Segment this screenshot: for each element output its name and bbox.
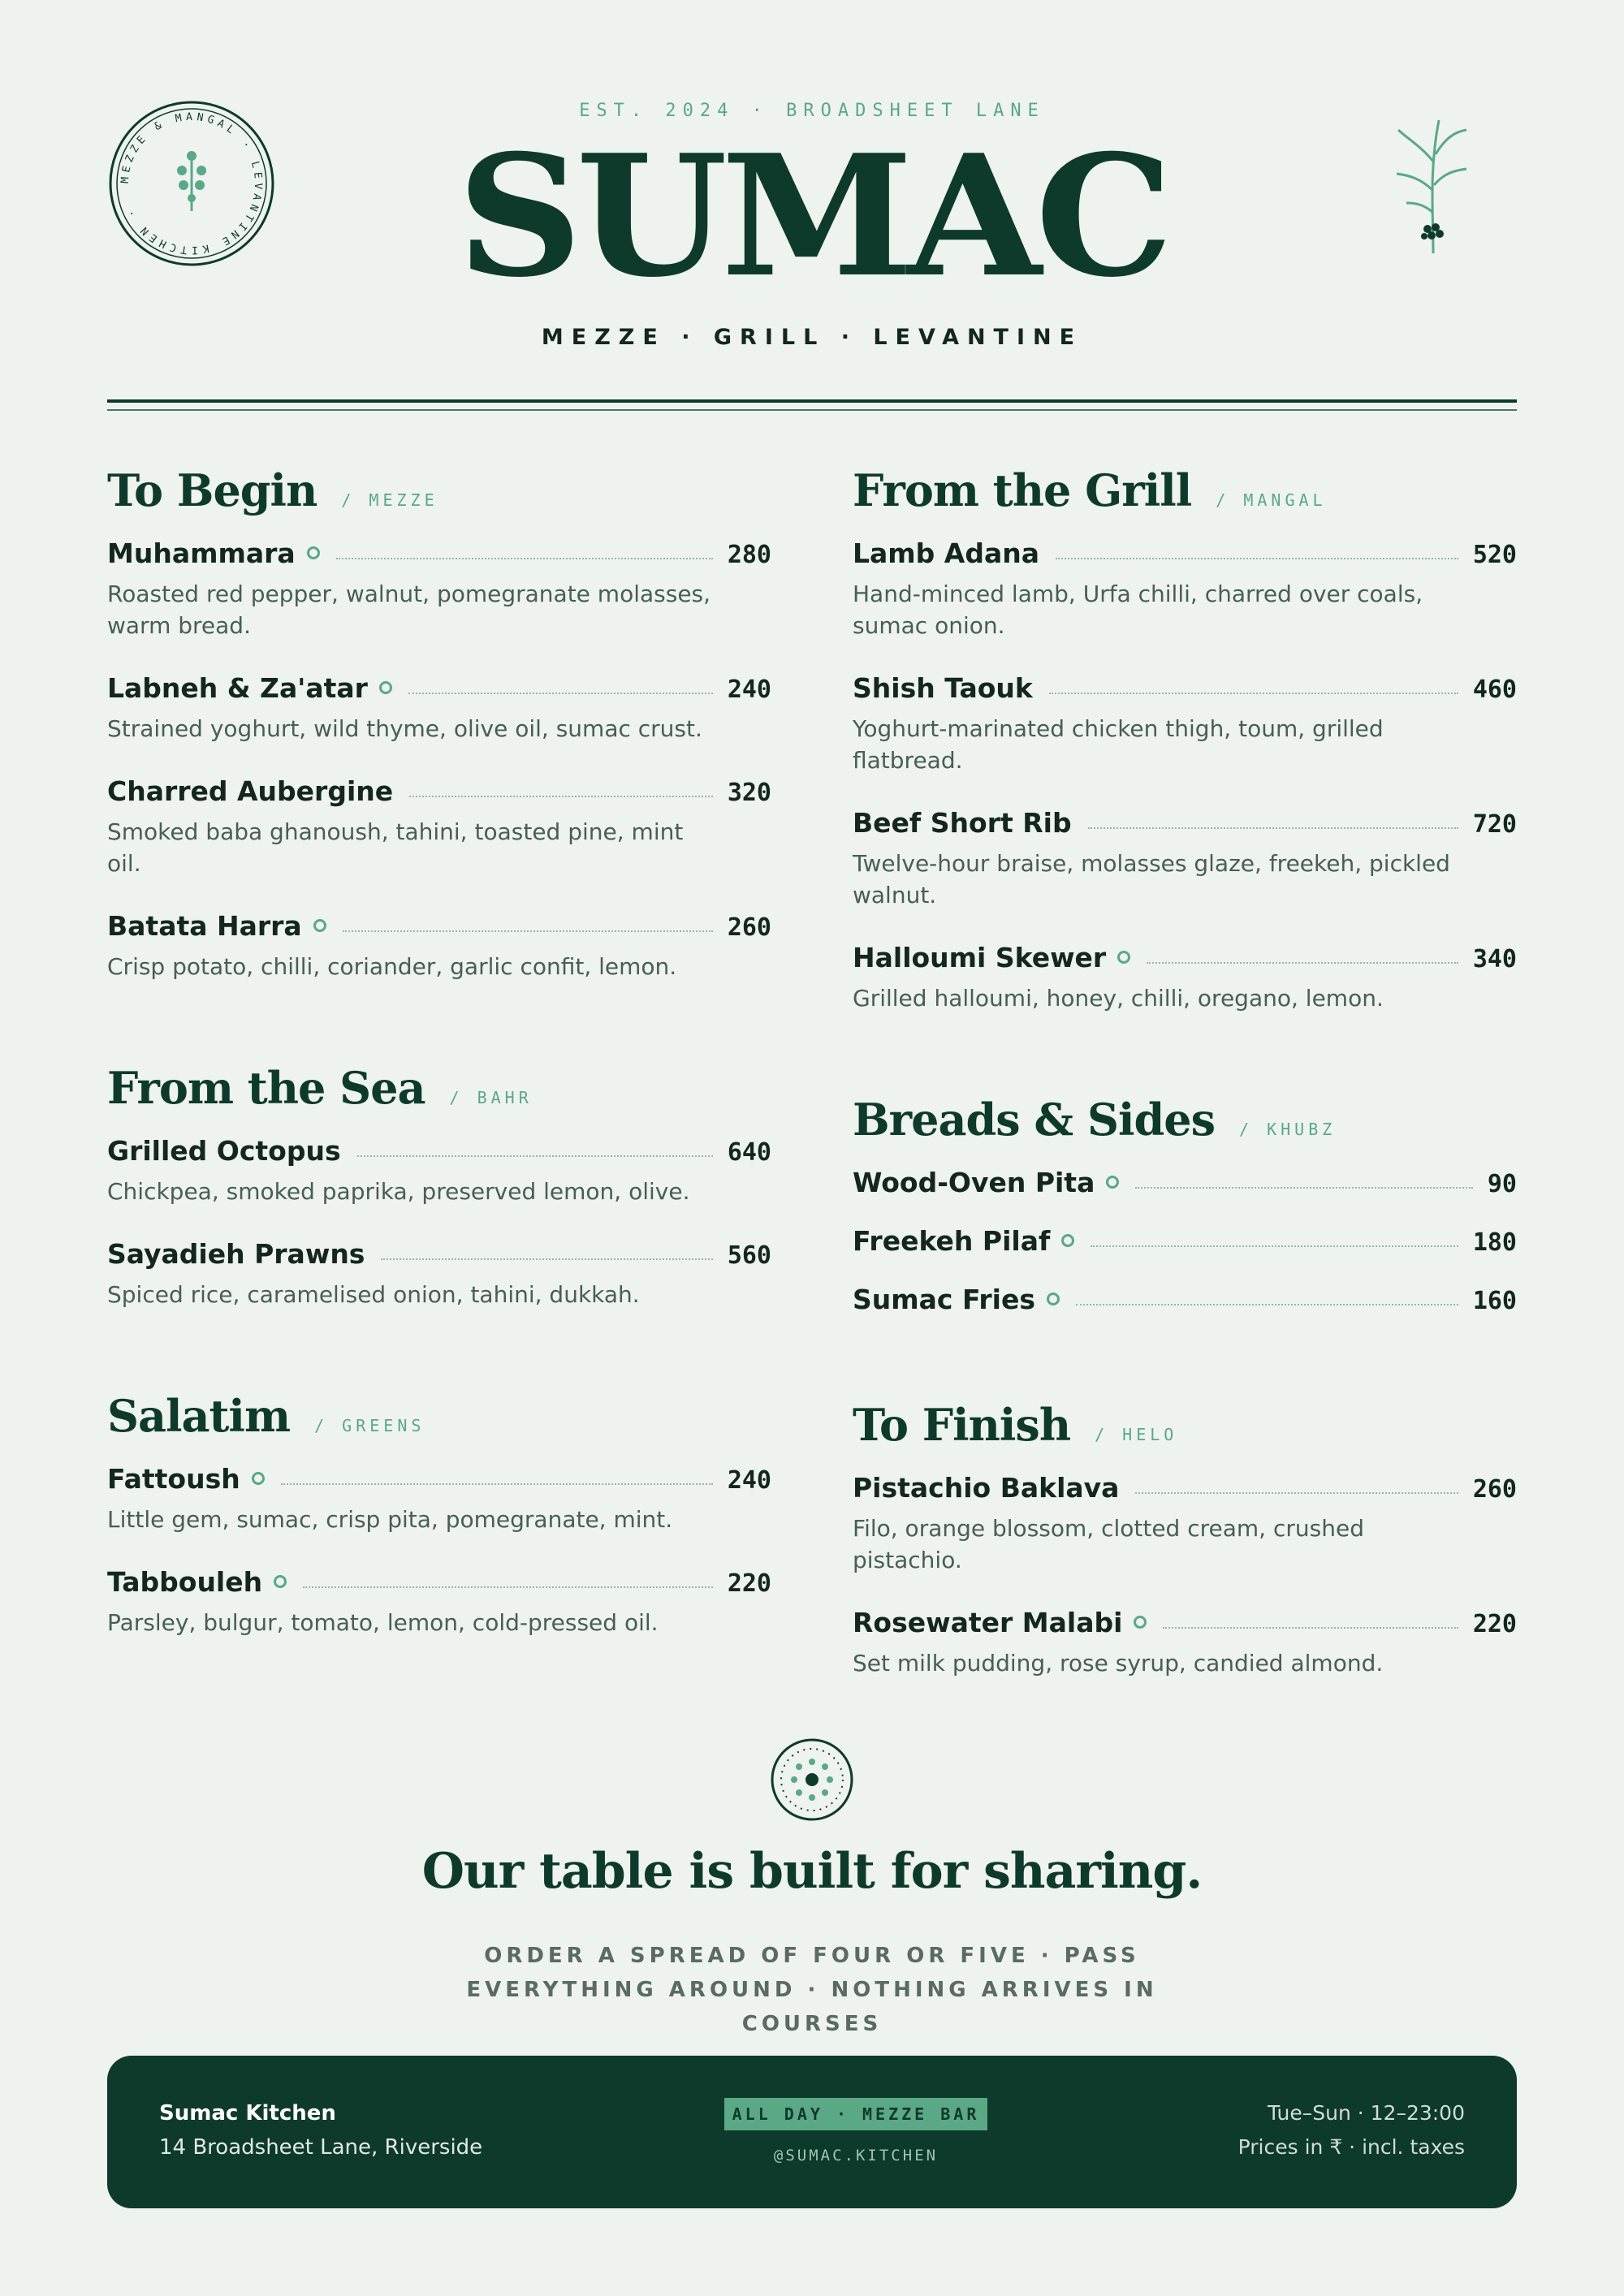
menu-item — [853, 537, 1517, 641]
menu-item-price: 260 — [727, 913, 771, 942]
menu-item — [107, 672, 771, 744]
menu-item-name: Lamb Adana — [853, 537, 1039, 569]
menu-item — [853, 1284, 1517, 1319]
menu-item-price: 720 — [1472, 810, 1517, 839]
veg-marker-icon — [1117, 951, 1130, 964]
menu-item-name: Freekeh Pilaf — [853, 1225, 1051, 1257]
section-subtitle: / MEZZE — [341, 490, 438, 510]
menu-item-price: 180 — [1472, 1228, 1517, 1257]
menu-item-row — [853, 1472, 1517, 1508]
footer-restaurant-name: Sumac Kitchen — [159, 2101, 336, 2126]
menu-item-row — [107, 1566, 771, 1602]
section-subtitle: / GREENS — [314, 1416, 425, 1435]
menu-item-price: 520 — [1472, 541, 1517, 569]
menu-item-name: Grilled Octopus — [107, 1135, 341, 1167]
section-header — [107, 1390, 771, 1447]
menu-item — [107, 1463, 771, 1535]
menu-column-left — [107, 464, 771, 1718]
section-title: To Begin — [107, 464, 317, 516]
dotted-leader — [1147, 962, 1458, 964]
menu-item-name: Pistachio Baklava — [853, 1472, 1120, 1504]
menu-item-description: Hand-minced lamb, Urfa chilli, charred over coals, sumac onion. — [853, 580, 1423, 639]
menu-item-price: 90 — [1487, 1170, 1517, 1198]
sprig-icon — [1389, 114, 1470, 260]
dotted-leader — [1049, 693, 1458, 694]
veg-marker-icon — [1134, 1616, 1147, 1629]
veg-marker-icon — [379, 681, 392, 694]
menu-item-description: Twelve-hour braise, molasses glaze, freekeh, pickled walnut. — [853, 850, 1450, 908]
veg-marker-icon — [307, 546, 320, 559]
menu-item-name: Sayadieh Prawns — [107, 1238, 365, 1270]
menu-item-row — [853, 1167, 1517, 1202]
menu-item — [853, 1472, 1517, 1576]
menu-item-price: 240 — [727, 675, 771, 704]
footer-social-handle[interactable]: @SUMAC.KITCHEN — [773, 2147, 939, 2164]
menu-item — [107, 910, 771, 982]
menu-item-price: 260 — [1472, 1475, 1517, 1504]
menu-item — [853, 1607, 1517, 1679]
menu-item-price: 160 — [1472, 1287, 1517, 1315]
section-title: From the Sea — [107, 1062, 425, 1114]
dotted-leader — [281, 1483, 713, 1485]
menu-item-row — [853, 942, 1517, 978]
menu-item-description: Grilled halloumi, honey, chilli, oregano, lemon. — [853, 985, 1384, 1012]
dotted-leader — [381, 1258, 712, 1260]
menu-item — [107, 1566, 771, 1638]
section-subtitle: / MANGAL — [1216, 490, 1327, 510]
menu-item — [853, 1167, 1517, 1202]
menu-item — [853, 1225, 1517, 1261]
footer-hours: Tue–Sun · 12–23:00 — [1268, 2101, 1465, 2125]
section-header — [853, 1399, 1517, 1456]
veg-marker-icon — [252, 1472, 265, 1485]
menu-item-name: Rosewater Malabi — [853, 1607, 1123, 1638]
dotted-leader — [1076, 1304, 1458, 1306]
dotted-leader — [303, 1586, 713, 1588]
menu-item-name: Charred Aubergine — [107, 775, 394, 807]
menu-item-description: Crisp potato, chilli, coriander, garlic confit, lemon. — [107, 953, 677, 980]
section-title: To Finish — [853, 1399, 1071, 1451]
footer-bar — [107, 2056, 1517, 2208]
menu-item — [853, 672, 1517, 776]
menu-item-price: 220 — [727, 1569, 771, 1598]
section-title: Breads & Sides — [853, 1094, 1215, 1146]
menu-section — [107, 1062, 771, 1310]
menu-item — [107, 537, 771, 641]
menu-item — [107, 1135, 771, 1207]
menu-item-description: Chickpea, smoked paprika, preserved lemon, olive. — [107, 1178, 690, 1205]
dotted-leader — [1056, 558, 1458, 559]
dotted-leader — [1163, 1627, 1458, 1629]
menu-item-row — [853, 537, 1517, 573]
dotted-leader — [357, 1155, 713, 1157]
menu-item-price: 320 — [727, 779, 771, 807]
section-subtitle: / HELO — [1095, 1425, 1178, 1444]
menu-item-name: Wood-Oven Pita — [853, 1167, 1095, 1198]
established-line: EST. 2024 · BROADSHEET LANE — [579, 101, 1045, 121]
menu-item-description: Set milk pudding, rose syrup, candied almond. — [853, 1650, 1384, 1677]
menu-item-description: Little gem, sumac, crisp pita, pomegranate, mint. — [107, 1506, 673, 1533]
menu-item-description: Strained yoghurt, wild thyme, olive oil, sumac crust. — [107, 715, 702, 742]
section-title: From the Grill — [853, 464, 1192, 516]
footer-badge: ALL DAY · MEZZE BAR — [724, 2098, 987, 2130]
dotted-leader — [1135, 1492, 1458, 1494]
menu-section — [853, 1094, 1517, 1319]
menu-item — [853, 807, 1517, 911]
menu-item-row — [107, 910, 771, 946]
footer-prices-note: Prices in ₹ · incl. taxes — [1237, 2135, 1465, 2159]
dotted-leader — [1091, 1245, 1458, 1247]
section-header — [853, 1094, 1517, 1150]
brand-title: SUMAC — [456, 119, 1168, 314]
menu-item-description: Yoghurt-marinated chicken thigh, toum, grilled flatbread. — [853, 715, 1384, 774]
menu-item-name: Tabbouleh — [107, 1566, 263, 1598]
section-header — [107, 464, 771, 521]
dotted-leader — [336, 558, 713, 559]
section-title: Salatim — [107, 1390, 291, 1442]
footer-address: 14 Broadsheet Lane, Riverside — [159, 2135, 483, 2160]
menu-item-row — [853, 1607, 1517, 1642]
menu-item-row — [107, 1463, 771, 1499]
menu-item-row — [107, 775, 771, 811]
menu-item-price: 560 — [727, 1241, 771, 1270]
veg-marker-icon — [1061, 1234, 1074, 1247]
menu-item-row — [107, 672, 771, 708]
menu-item-row — [853, 1225, 1517, 1261]
menu-item-row — [853, 1284, 1517, 1319]
menu-item-name: Labneh & Za'atar — [107, 672, 368, 704]
veg-marker-icon — [274, 1575, 287, 1588]
menu-item-name: Fattoush — [107, 1463, 240, 1495]
menu-section — [853, 1399, 1517, 1679]
tagline: MEZZE · GRILL · LEVANTINE — [541, 325, 1083, 350]
menu-item — [853, 942, 1517, 1014]
dotted-leader — [409, 796, 713, 797]
menu-item — [107, 775, 771, 879]
menu-column-right — [853, 464, 1517, 1759]
menu-item-row — [107, 1135, 771, 1171]
section-subtitle: / KHUBZ — [1238, 1120, 1337, 1139]
section-header — [107, 1062, 771, 1119]
header-rule-thick — [107, 399, 1517, 403]
veg-marker-icon — [1047, 1293, 1060, 1306]
menu-item-name: Sumac Fries — [853, 1284, 1036, 1315]
menu-item-description: Parsley, bulgur, tomato, lemon, cold-pressed oil. — [107, 1609, 659, 1636]
dotted-leader — [343, 930, 713, 932]
menu-item-name: Beef Short Rib — [853, 807, 1072, 839]
menu-item-description: Filo, orange blossom, clotted cream, crushed pistachio. — [853, 1515, 1364, 1573]
menu-item-name: Halloumi Skewer — [853, 942, 1107, 973]
menu-section — [107, 1390, 771, 1638]
dotted-leader — [1088, 827, 1458, 829]
dotted-leader — [1135, 1187, 1473, 1189]
dotted-leader — [408, 693, 713, 694]
menu-item-price: 280 — [727, 541, 771, 569]
menu-section — [107, 464, 771, 982]
menu-item-price: 460 — [1472, 675, 1517, 704]
section-header — [853, 464, 1517, 521]
menu-item-description: Spiced rice, caramelised onion, tahini, dukkah. — [107, 1281, 640, 1308]
menu-item-row — [107, 537, 771, 573]
menu-item-name: Shish Taouk — [853, 672, 1033, 704]
menu-section — [853, 464, 1517, 1014]
menu-item-description: Roasted red pepper, walnut, pomegranate molasses, warm bread. — [107, 580, 711, 639]
veg-marker-icon — [1106, 1176, 1119, 1189]
sharing-title: Our table is built for sharing. — [421, 1843, 1203, 1900]
sharing-subtitle: ORDER A SPREAD OF FOUR OR FIVE · PASS EVERYTHING AROUND · NOTHING ARRIVES IN COURSES — [466, 1944, 1158, 2036]
menu-item-description: Smoked baba ghanoush, tahini, toasted pine, mint oil. — [107, 818, 684, 877]
veg-marker-icon — [313, 919, 326, 932]
header-rule-thin — [107, 409, 1517, 411]
menu-item-price: 340 — [1472, 945, 1517, 973]
menu-item-price: 640 — [727, 1138, 771, 1167]
menu-item-price: 220 — [1472, 1610, 1517, 1638]
menu-item-row — [853, 807, 1517, 843]
menu-item-price: 240 — [727, 1466, 771, 1495]
menu-item-row — [107, 1238, 771, 1274]
menu-item-name: Muhammara — [107, 537, 296, 569]
sharing-emblem-icon — [770, 1737, 854, 1822]
section-subtitle: / BAHR — [449, 1088, 533, 1107]
menu-item-name: Batata Harra — [107, 910, 302, 942]
menu-item-row — [853, 672, 1517, 708]
menu-item — [107, 1238, 771, 1310]
seal-text: MEZZE & MANGAL · LEVANTINE KITCHEN · — [119, 110, 265, 257]
